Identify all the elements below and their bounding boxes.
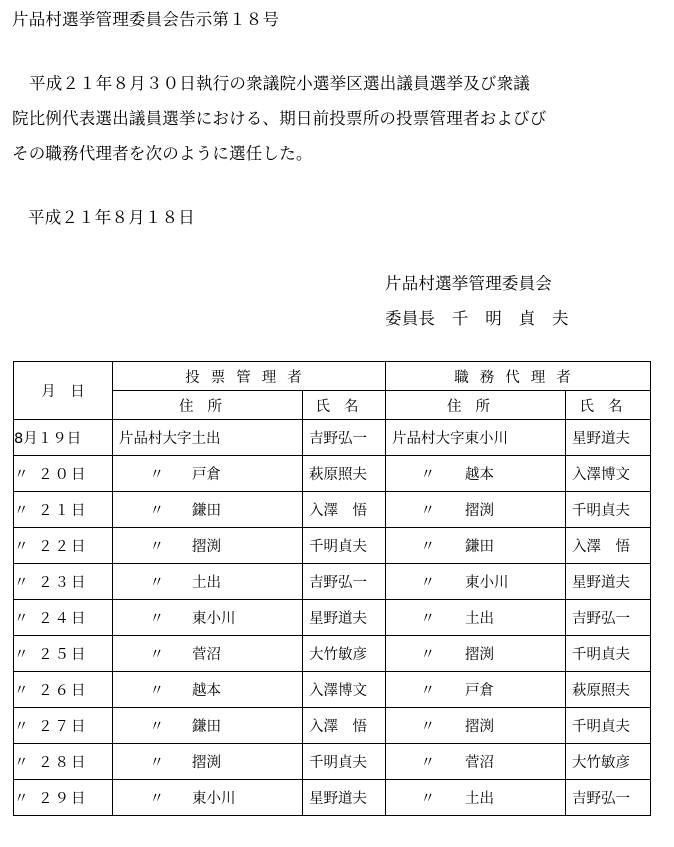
deputy-address xyxy=(386,708,566,744)
deputy-name: 星野道夫 xyxy=(566,564,651,600)
ditto-mark: 〃 xyxy=(14,503,29,519)
manager-name: 大竹敏彦 xyxy=(303,636,386,672)
manager-name: 入澤博文 xyxy=(303,672,386,708)
manager-address xyxy=(113,672,303,708)
subheader-manager-name: 氏名 xyxy=(303,391,386,420)
ditto-mark: 〃 xyxy=(420,755,435,771)
row-date xyxy=(14,636,113,672)
manager-address xyxy=(113,744,303,780)
notice-title: 片品村選挙管理委員会告示第１８号 xyxy=(12,10,280,29)
ditto-mark: 〃 xyxy=(149,791,164,807)
manager-address xyxy=(113,636,303,672)
address-text: 東小川 xyxy=(192,791,236,807)
header-deputy: 職務代理者 xyxy=(386,362,651,391)
committee-name: 片品村選挙管理委員会 xyxy=(385,274,552,293)
manager-name: 千明貞夫 xyxy=(303,528,386,564)
manager-address xyxy=(113,780,303,816)
ditto-mark: 〃 xyxy=(14,791,29,807)
address-text: 東小川 xyxy=(465,575,509,591)
table-row xyxy=(14,600,651,636)
address-text: 鎌田 xyxy=(192,503,221,519)
subheader-deputy-address: 住所 xyxy=(386,391,566,420)
table-row xyxy=(14,744,651,780)
address-text: 戸倉 xyxy=(192,467,221,483)
row-date xyxy=(14,780,113,816)
row-date xyxy=(14,528,113,564)
date-text: ２２日 xyxy=(38,539,88,555)
address-text: 土出 xyxy=(465,611,494,627)
row-date xyxy=(14,744,113,780)
signature-block xyxy=(385,266,569,336)
manager-name: 吉野弘一 xyxy=(303,564,386,600)
address-text: 越本 xyxy=(465,467,494,483)
ditto-mark: 〃 xyxy=(149,467,164,483)
notice-date: 平成２１年８月１８日 xyxy=(28,208,195,227)
deputy-name: 千明貞夫 xyxy=(566,492,651,528)
address-text: 摺渕 xyxy=(192,755,221,771)
notice-body xyxy=(12,66,664,171)
address-text: 菅沼 xyxy=(465,755,494,771)
ditto-mark: 〃 xyxy=(14,575,29,591)
body-line: 平成２１年８月３０日執行の衆議院小選挙区選出議員選挙及び衆議 xyxy=(29,74,530,93)
subheader-deputy-name: 氏名 xyxy=(566,391,651,420)
date-text: ２１日 xyxy=(38,503,88,519)
address-text: 戸倉 xyxy=(465,683,494,699)
address-text: 土出 xyxy=(465,791,494,807)
ditto-mark: 〃 xyxy=(420,539,435,555)
row-date xyxy=(14,456,113,492)
ditto-mark: 〃 xyxy=(14,683,29,699)
table-row xyxy=(14,564,651,600)
deputy-name: 吉野弘一 xyxy=(566,600,651,636)
deputy-name: 千明貞夫 xyxy=(566,636,651,672)
ditto-mark: 〃 xyxy=(420,791,435,807)
ditto-mark: 〃 xyxy=(149,719,164,735)
date-text: ２６日 xyxy=(38,683,88,699)
body-line: その職務代理者を次のように選任した。 xyxy=(12,144,313,163)
address-text: 鎌田 xyxy=(192,719,221,735)
table-row xyxy=(14,492,651,528)
address-text: 東小川 xyxy=(192,611,236,627)
body-line: 院比例代表選出議員選挙における、期日前投票所の投票管理者およびび xyxy=(12,109,547,128)
date-text: ２５日 xyxy=(38,647,88,663)
header-manager: 投票管理者 xyxy=(113,362,386,391)
address-text: 摺渕 xyxy=(465,647,494,663)
manager-address xyxy=(113,456,303,492)
address-text: 菅沼 xyxy=(192,647,221,663)
ditto-mark: 〃 xyxy=(149,611,164,627)
deputy-address xyxy=(386,744,566,780)
table-row xyxy=(14,528,651,564)
ditto-mark: 〃 xyxy=(14,467,29,483)
table-row xyxy=(14,420,651,456)
header-row xyxy=(14,362,651,391)
deputy-address: 片品村大字東小川 xyxy=(386,420,566,456)
chair-name: 委員長 千 明 貞 夫 xyxy=(385,309,569,328)
date-text: ２０日 xyxy=(38,467,88,483)
ditto-mark: 〃 xyxy=(149,683,164,699)
ditto-mark: 〃 xyxy=(14,647,29,663)
manager-name: 萩原照夫 xyxy=(303,456,386,492)
manager-name: 入澤 悟 xyxy=(303,708,386,744)
deputy-address xyxy=(386,564,566,600)
date-text: 8月１９日 xyxy=(14,431,82,447)
header-date: 月 日 xyxy=(14,362,113,420)
date-text: ２８日 xyxy=(38,755,88,771)
ditto-mark: 〃 xyxy=(420,719,435,735)
deputy-address xyxy=(386,456,566,492)
ditto-mark: 〃 xyxy=(149,503,164,519)
row-date xyxy=(14,564,113,600)
ditto-mark: 〃 xyxy=(149,755,164,771)
ditto-mark: 〃 xyxy=(420,467,435,483)
ditto-mark: 〃 xyxy=(149,575,164,591)
manager-address xyxy=(113,564,303,600)
manager-address xyxy=(113,528,303,564)
address-text: 摺渕 xyxy=(465,719,494,735)
subheader-manager-address: 住所 xyxy=(113,391,303,420)
address-text: 土出 xyxy=(192,575,221,591)
date-text: ２４日 xyxy=(38,611,88,627)
deputy-address xyxy=(386,636,566,672)
ditto-mark: 〃 xyxy=(149,539,164,555)
table-row xyxy=(14,672,651,708)
address-text: 鎌田 xyxy=(465,539,494,555)
deputy-name: 吉野弘一 xyxy=(566,780,651,816)
deputy-address xyxy=(386,600,566,636)
table-row xyxy=(14,456,651,492)
manager-name: 星野道夫 xyxy=(303,780,386,816)
ditto-mark: 〃 xyxy=(14,755,29,771)
deputy-address xyxy=(386,492,566,528)
ditto-mark: 〃 xyxy=(420,647,435,663)
row-date xyxy=(14,672,113,708)
date-text: ２９日 xyxy=(38,791,88,807)
ditto-mark: 〃 xyxy=(420,503,435,519)
address-text: 摺渕 xyxy=(192,539,221,555)
table-row xyxy=(14,636,651,672)
manager-address xyxy=(113,492,303,528)
date-text: ２７日 xyxy=(38,719,88,735)
deputy-name: 大竹敏彦 xyxy=(566,744,651,780)
ditto-mark: 〃 xyxy=(420,683,435,699)
ditto-mark: 〃 xyxy=(420,611,435,627)
date-text: ２３日 xyxy=(38,575,88,591)
address-text: 摺渕 xyxy=(465,503,494,519)
deputy-name: 萩原照夫 xyxy=(566,672,651,708)
table-row xyxy=(14,708,651,744)
manager-name: 吉野弘一 xyxy=(303,420,386,456)
deputy-name: 星野道夫 xyxy=(566,420,651,456)
ditto-mark: 〃 xyxy=(420,575,435,591)
manager-address: 片品村大字土出 xyxy=(113,420,303,456)
ditto-mark: 〃 xyxy=(14,539,29,555)
ditto-mark: 〃 xyxy=(14,611,29,627)
row-date xyxy=(14,600,113,636)
deputy-address xyxy=(386,672,566,708)
schedule-table xyxy=(13,361,651,816)
deputy-address xyxy=(386,528,566,564)
deputy-name: 千明貞夫 xyxy=(566,708,651,744)
manager-address xyxy=(113,600,303,636)
row-date xyxy=(14,492,113,528)
deputy-name: 入澤 悟 xyxy=(566,528,651,564)
deputy-name: 入澤博文 xyxy=(566,456,651,492)
manager-name: 千明貞夫 xyxy=(303,744,386,780)
ditto-mark: 〃 xyxy=(149,647,164,663)
row-date xyxy=(14,708,113,744)
manager-name: 星野道夫 xyxy=(303,600,386,636)
address-text: 越本 xyxy=(192,683,221,699)
row-date xyxy=(14,420,113,456)
manager-address xyxy=(113,708,303,744)
table-row xyxy=(14,780,651,816)
manager-name: 入澤 悟 xyxy=(303,492,386,528)
ditto-mark: 〃 xyxy=(14,719,29,735)
deputy-address xyxy=(386,780,566,816)
